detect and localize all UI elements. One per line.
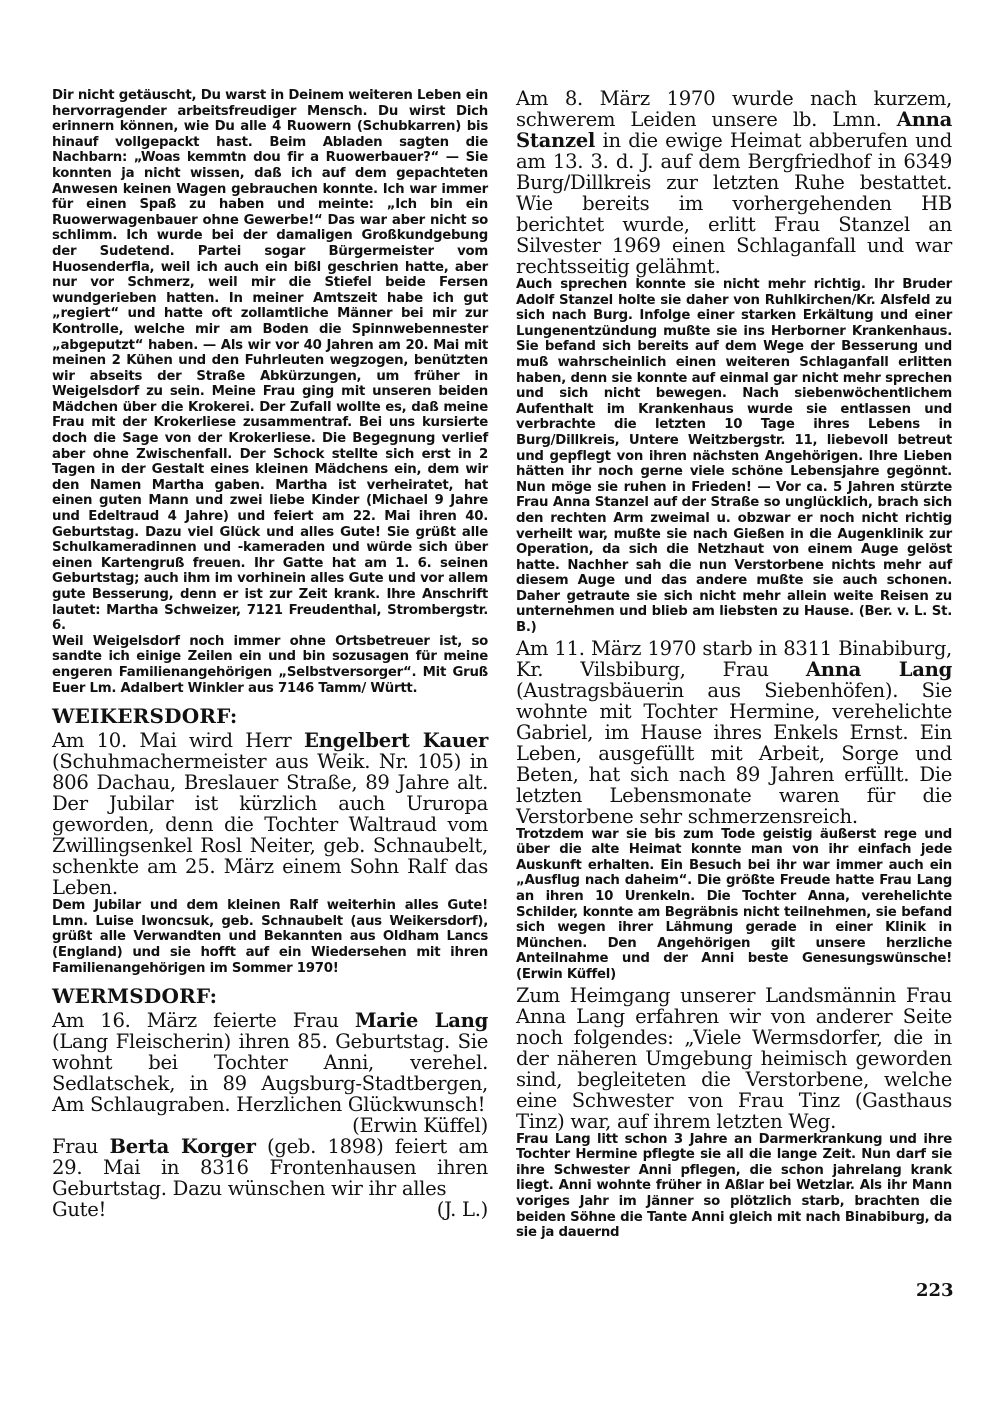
closing-text: Gute! — [52, 1198, 107, 1222]
text-span: Dem Jubilar und dem kleinen Ralf weiterhin alles Gute! Lmn. — [52, 898, 488, 929]
person-name: Marie Lang — [354, 1009, 488, 1033]
marie-lang-birthday-paragraph — [52, 1010, 488, 1115]
author-signature: (J. L.) — [436, 1198, 488, 1222]
text-span: (Schuhmachermeister aus Weik. Nr. 105) in 806 Dachau, Breslauer Straße, 89 Jahre alt. Der Jubilar ist kürzlich auch Ururopa geworden, denn die Tochter Waltraud vom Zwillingsenkel Rosl Neiter, geb. Schnaubelt, schenkte am 25. März einem Sohn Ralf das Leben. — [52, 750, 488, 900]
text-span: Frau — [52, 1135, 110, 1159]
closing-line — [52, 1199, 488, 1220]
anna-lang-funeral-paragraph: Zum Heimgang unserer Landsmännin Frau Anna Lang erfahren wir von anderer Seite noch folgendes: „Viele Wermsdorfer, die in der näheren Umgebung heimisch geworden sind, begleiteten die Verstorbene, welche eine Schwester von Frau Tinz (Gasthaus Tinz) war, auf ihrem letzten Weg. — [516, 983, 952, 1133]
page-number: 223 — [916, 1280, 954, 1301]
anna-lang-illness-paragraph: Frau Lang litt schon 3 Jahre an Darmerkrankung und ihre Tochter Hermine pflegte sie all die lange Zeit. Nun darf sie ihre Schwester Anni pflegen, die schon jahrelang krank liegt. Anni wohnte früher in Aßlar bei Wetzlar. Als ihr Mann voriges Jahr im Jänner so plötzlich starb, brachten die beiden Söhne die Tante Anni gleich mit nach Binabiburg, da sie ja dauernd — [516, 1131, 952, 1241]
text-span: , geb. Schnaubelt (aus Weikersdorf), grüßt alle Verwandten und Bekannten aus Oldham Lancs (England) und sie hofft auf ein Wiedersehen mit ihren Familienangehörigen im Sommer 1970! — [52, 913, 488, 976]
text-span: Am 16. März feierte Frau — [52, 1009, 355, 1033]
text-span: Am 8. März 1970 wurde nach kurzem, schwerem Leiden unsere lb. Lmn. — [516, 87, 952, 131]
section-heading-weikersdorf: WEIKERSDORF: — [52, 704, 238, 729]
winkler-letter-paragraph: Dir nicht getäuscht, Du warst in Deinem weiteren Leben ein hervorragender arbeitsfreudiger Mensch. Du wirst Dich erinnern können, wie Du alle 4 Ruowern (Schubkarren) bis hinauf vollgepackt hast. Beim Abladen sagten die Nachbarn: „Woas kemmtn dou fir a Ruowerbauer?“ — Sie konnten ja nicht wissen, daß ich auf dem gepachteten Anwesen keinen Wagen gebrauchen konnte. Ich war immer für einen Spaß zu haben und meinte: „Ich bin ein Ruowerwagenbauer ohne Gewerbe!“ Das war aber nicht so schlimm. Ich wurde bei der damaligen Großkundgebung der Sudetend. Partei sogar Bürgermeister vom Huosenderfla, weil ich auch ein bißl geschrien hatte, aber nur vor Schmerz, weil mir die Stiefel beide Fersen wundgerieben hatten. In meiner Amtszeit habe ich gut „regiert“ und hatte oft zollamtliche Männer bei mir zur Kontrolle, welche mir am Boden die Spinnwebennester „abgeputzt“ haben. — Als wir vor 40 Jahren am 20. Mai mit meinen 2 Kühen und den Fuhrleuten wegzogen, benützten wir abseits der Straße Abkürzungen, um früher in Weigelsdorf zu sein. Meine Frau ging mit unseren beiden Mädchen über die Krokerei. Der Zufall wollte es, daß meine Frau mit der Krokerliese zusammentraf. Bei uns kursierte doch die Sage von der Krokerliese. Die Begegnung verlief aber ohne Zwischenfall. Der Schock stellte sich erst in 2 Tagen in der Gestalt eines kleinen Mädchens ein, dem wir den Namen Martha gaben. Martha ist verheiratet, hat einen guten Mann und zwei liebe Kinder (Michael 9 Jahre und Edeltraud 4 Jahre) und feiert am 22. Mai ihren 40. Geburtstag. Dazu viel Glück und alles Gute! Sie grüßt alle Schulkameradinnen und -kameraden und würde sich über einen Kartengruß freuen. Ihr Gatte hat am 1. 6. seinen Geburtstag; auch ihm im vorhinein alles Gute und vor allem gute Besserung, denn er ist zur Zeit krank. Ihre Anschrift lautet: Martha Schweizer, 7121 Freudenthal, Strombergstr. 6. — [52, 88, 488, 634]
text-span: (Austragsbäuerin aus Siebenhöfen). Sie wohnte mit Tochter Hermine, verehelichte Gabriel, im Hause ihres Enkels Ernst. Ein Leben, ausgefüllt mit Arbeit, Sorge und Beten, hat sich nach 89 Jahren erfüllt. Die letzten Lebensmonate waren für die Verstorbene sehr schmerzensreich. — [516, 678, 952, 828]
anna-stanzel-details-paragraph: Auch sprechen konnte sie nicht mehr richtig. Ihr Bruder Adolf Stanzel holte sie daher von Ruhlkirchen/Kr. Alsfeld zu sich nach Burg. Infolge einer starken Erkältung und einer Lungenentzündung mußte sie ins Herborner Krankenhaus. Sie befand sich bereits auf dem Wege der Besserung und muß wahrscheinlich einen weiteren Schlaganfall erlitten haben, denn sie konnte auf einmal gar nicht mehr sprechen und sich nicht bewegen. Nach siebenwöchentlichem Aufenthalt im Krankenhaus wurde sie entlassen und verbrachte die letzten 10 Tage ihres Lebens in Burg/Dillkreis, Untere Weitzbergstr. 11, liebevoll betreut und gepflegt von ihren nächsten Angehörigen. Ihre Lieben hätten ihr noch gerne viele schöne Lebensjahre gegönnt. Nun möge sie ruhen in Frieden! — Vor ca. 5 Jahren stürzte Frau Anna Stanzel auf der Straße so unglücklich, brach sich den rechten Arm zweimal u. obzwar er noch nicht richtig verheilt war, mußte sie nach Gießen in die Augenklinik zur Operation, da sich die Netzhaut von einem Auge gelöst hatte. Nachher sah die nun Verstorbene nichts mehr auf diesem Auge und das andere mußte sie auch schonen. Daher getraute sie sich nicht mehr allein weite Reisen zu unternehmen und blieb am liebsten zu Hause. (Ber. v. L. St. B.) — [516, 277, 952, 636]
person-name: Luise Iwoncsuk — [95, 913, 210, 929]
kauer-birthday-paragraph — [52, 730, 488, 898]
section-heading-wermsdorf: WERMSDORF: — [52, 984, 218, 1009]
person-name: Berta Korger — [109, 1135, 256, 1159]
right-column — [516, 88, 952, 1241]
person-name: Anna Stanzel — [516, 108, 952, 152]
anna-lang-obituary-paragraph — [516, 638, 952, 827]
text-span: Am 11. März 1970 starb in 8311 Binabiburg, Kr. Vilsbiburg, Frau — [516, 636, 952, 681]
text-span: (Lang Fleischerin) ihren 85. Geburtstag. Sie wohnt bei Tochter Anni, verehel. Sedlatschek, in 89 Augsburg-Stadtbergen, Am Schlaugraben. Herzlichen Glückwunsch! — [52, 1030, 488, 1117]
anna-stanzel-obituary-paragraph — [516, 88, 952, 277]
author-signature: (Erwin Küffel) — [352, 1114, 488, 1138]
person-name: Anna Lang — [805, 657, 952, 681]
person-name: Engelbert Kauer — [304, 729, 488, 753]
text-span: in die ewige Heimat abberufen und am 13. 3. d. J. auf dem Bergfriedhof in 6349 Burg/Dillkreis zur letzten Ruhe bestattet. Wie bereits im vorhergehenden HB berichtet wurde, erlitt Frau Stanzel an Silvester 1969 einen Schlaganfall und war rechtsseitig gelähmt. — [516, 129, 952, 278]
left-column — [52, 88, 488, 1220]
iwoncsuk-greeting-paragraph — [52, 898, 488, 976]
text-span: Am 10. Mai wird Herr — [52, 729, 304, 753]
winkler-closing-paragraph: Weil Weigelsdorf noch immer ohne Ortsbetreuer ist, so sandte ich einige Zeilen ein und bin sozusagen für meine engeren Familienangehörigen „Selbstversorger“. Mit Gruß Euer Lm. Adalbert Winkler aus 7146 Tamm/ Württ. — [52, 633, 488, 696]
text-span: (geb. 1898) feiert am 29. Mai in 8316 Frontenhausen ihren Geburtstag. Dazu wünschen wir ihr alles — [52, 1135, 488, 1201]
anna-lang-details-paragraph: Trotzdem war sie bis zum Tode geistig äußerst rege und über die alte Heimat konnte man von ihr einfach jede Auskunft erhalten. Ein Besuch bei ihr war immer auch ein „Ausflug nach daheim“. Die größte Freude hatte Frau Lang an ihren 10 Urenkeln. Die Tochter Anna, verehelichte Schilder, konnte am Begräbnis nicht teilnehmen, sie befand sich wegen ihrer Lähmung gerade in einer Klinik in München. Den Angehörigen gilt unsere herzliche Anteilnahme und der Anni beste Genesungswünsche! (Erwin Küffel) — [516, 826, 952, 982]
berta-korger-birthday-paragraph — [52, 1136, 488, 1199]
